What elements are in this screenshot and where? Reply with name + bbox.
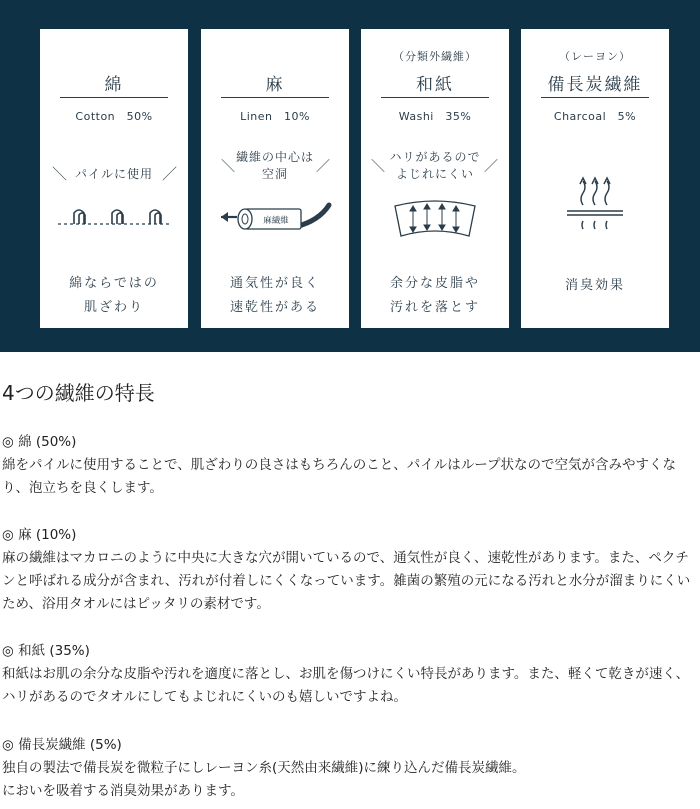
card-effect bbox=[40, 272, 188, 320]
slash-left: ＼ bbox=[52, 165, 69, 183]
card-percentage: Cotton 50% bbox=[75, 110, 153, 123]
card-washi bbox=[361, 29, 509, 328]
card-feature bbox=[40, 166, 188, 183]
card-subtitle: （レーヨン） bbox=[559, 50, 631, 63]
effect-line: 汚れを落とす bbox=[389, 300, 480, 315]
card-linen bbox=[201, 29, 349, 328]
card-subtitle: （分類外繊維） bbox=[393, 50, 477, 63]
card-feature bbox=[361, 149, 509, 183]
feature-line: 空洞 bbox=[261, 167, 288, 181]
item-body: 綿をパイルに使用することで、肌ざわりの良さはもちろんのこと、パイルはループ状なので空気が含みやすくなり、泡立ちを良くします。 bbox=[2, 457, 677, 496]
card-percentage: Linen 10% bbox=[240, 110, 310, 123]
card-name: 綿 bbox=[104, 75, 124, 95]
feature-line: よじれにくい bbox=[395, 167, 474, 181]
divider bbox=[60, 97, 168, 98]
divider bbox=[541, 97, 649, 98]
feature-label: パイルに使用 bbox=[74, 167, 153, 181]
card-name: 備長炭繊維 bbox=[547, 75, 643, 95]
feature-line: ハリがあるので bbox=[389, 150, 481, 164]
slash-right: ／ bbox=[484, 159, 499, 175]
card-cotton bbox=[40, 29, 188, 328]
item-body: 麻の繊維はマカロニのように中央に大きな穴が開いているので、通気性が良く、速乾性があります。また、ペクチンと呼ばれる成分が含まれ、汚れが付着しにくくなっています。雑菌の繁殖の元になる汚れと水分が溜まりにくいため、浴用タオルにはピッタリの素材です。 bbox=[2, 550, 691, 612]
fiber-description-charcoal bbox=[2, 734, 698, 803]
fiber-description-linen bbox=[2, 524, 698, 616]
item-body-line: においを吸着する消臭効果があります。 bbox=[2, 783, 244, 799]
fiber-description-washi bbox=[2, 640, 698, 709]
item-heading: ◎ 麻 (10%) bbox=[2, 527, 77, 543]
item-heading: ◎ 和紙 (35%) bbox=[2, 643, 90, 659]
fiber-banner bbox=[0, 0, 700, 352]
card-charcoal bbox=[521, 29, 669, 328]
card-effect bbox=[361, 272, 509, 320]
effect-line: 速乾性がある bbox=[229, 300, 320, 315]
effect-line: 消臭効果 bbox=[564, 278, 625, 293]
effect-line: 通気性が良く bbox=[229, 276, 320, 291]
divider bbox=[221, 97, 329, 98]
card-percentage: Charcoal 5% bbox=[553, 110, 637, 123]
item-body-line: 独自の製法で備長炭を微粒子にしレーヨン糸(天然由来繊維)に練り込んだ備長炭繊維。 bbox=[2, 760, 526, 776]
fiber-description-cotton bbox=[2, 431, 698, 500]
card-effect bbox=[521, 274, 669, 298]
divider bbox=[381, 97, 489, 98]
card-name: 和紙 bbox=[416, 75, 454, 95]
hollow-fiber-icon bbox=[201, 189, 349, 249]
item-body: 和紙はお肌の余分な皮脂や汚れを適度に落とし、お肌を傷つけにくい特長があります。また、軽くて乾きが速く、ハリがあるのでタオルにしてもよじれにくいのも嬉しいですよね。 bbox=[2, 666, 690, 705]
effect-line: 肌ざわり bbox=[83, 300, 144, 315]
stiff-sheet-icon bbox=[361, 194, 509, 254]
slash-left: ＼ bbox=[221, 159, 236, 175]
card-effect bbox=[201, 272, 349, 320]
card-name: 麻 bbox=[265, 75, 285, 95]
pile-loop-icon bbox=[40, 197, 188, 257]
item-heading: ◎ 備長炭繊維 (5%) bbox=[2, 737, 122, 753]
effect-line: 綿ならではの bbox=[69, 276, 159, 291]
slash-right: ／ bbox=[161, 165, 178, 183]
deodorize-icon bbox=[521, 169, 669, 239]
card-feature bbox=[201, 149, 349, 183]
feature-line: 繊維の中心は bbox=[235, 150, 314, 164]
tube-label: 麻繊維 bbox=[263, 216, 289, 226]
section-title: 4つの繊維の特長 bbox=[2, 381, 155, 405]
effect-line: 余分な皮脂や bbox=[389, 276, 480, 291]
item-heading: ◎ 綿 (50%) bbox=[2, 434, 77, 450]
card-percentage: Washi 35% bbox=[398, 110, 472, 123]
slash-left: ＼ bbox=[371, 159, 386, 175]
slash-right: ／ bbox=[316, 159, 331, 175]
